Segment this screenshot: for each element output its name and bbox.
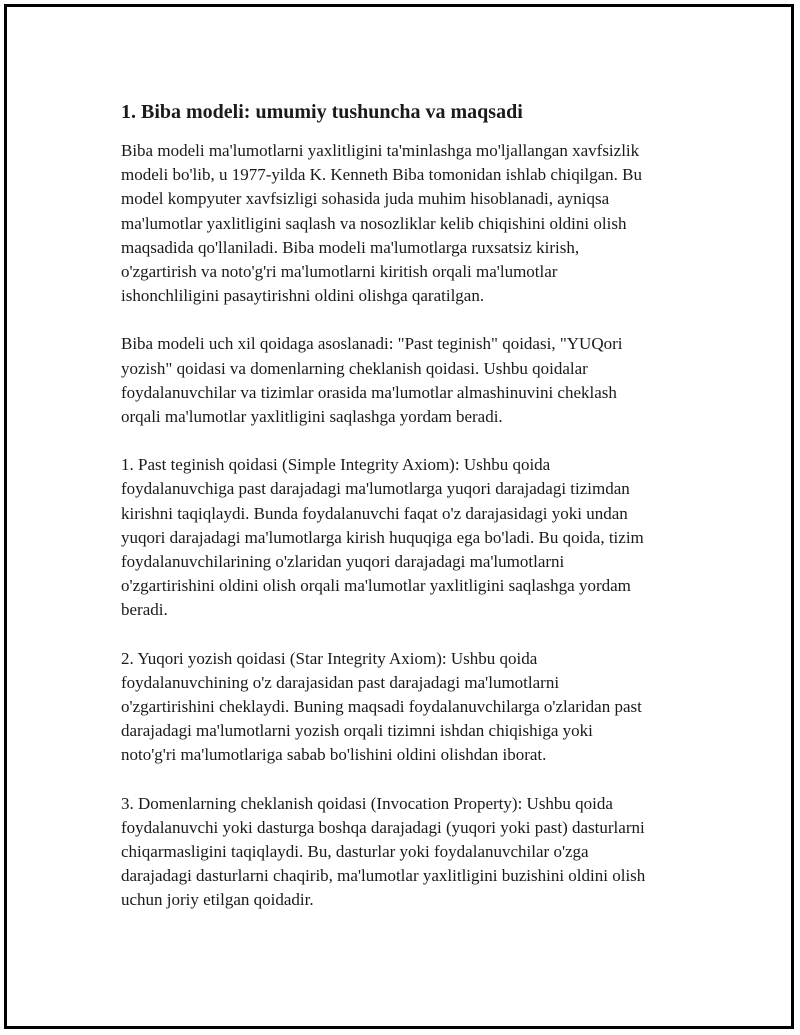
paragraph-rule-1: 1. Past teginish qoidasi (Simple Integrity Axiom): Ushbu qoida foydalanuvchiga past darajadagi ma'lumotlarga yuqori darajadagi tizimdan kirishni taqiqlaydi. Bunda foydalanuvchi faqat o'z darajasidagi yoki undan yuqori darajadagi ma'lumotlarga kirish huquqiga ega bo'ladi. Bu qoida, tizim foydalanuvchilarining o'zlaridan yuqori darajadagi ma'lumotlarni o'zgartirishini oldini olish orqali ma'lumotlar yaxlitligini saqlashga yordam beradi. [121, 455, 644, 620]
paragraph-rule-2: 2. Yuqori yozish qoidasi (Star Integrity Axiom): Ushbu qoida foydalanuvchining o'z darajasidan past darajadagi ma'lumotlarni o'zgartirishini cheklaydi. Buning maqsadi foydalanuvchilarga o'zlaridan past darajadagi ma'lumotlarni yozish orqali tizimni ishdan chiqishiga yoki noto'g'ri ma'lumotlariga sabab bo'lishini oldini olishdan iborat. [121, 648, 642, 765]
document-body [121, 97, 701, 937]
page-frame [4, 4, 794, 1029]
document-title: 1. Biba modeli: umumiy tushuncha va maqsadi [121, 101, 523, 123]
paragraph-rule-3: 3. Domenlarning cheklanish qoidasi (Invocation Property): Ushbu qoida foydalanuvchi yoki dasturga boshqa darajadagi (yuqori yoki past) dasturlarni chiqarmasligini taqiqlaydi. Bu, dasturlar yoki foydalanuvchilar o'zga darajadagi dasturlarni chaqirib, ma'lumotlar yaxlitligini buzishini oldini olish uchun joriy etilgan qoidadir. [121, 793, 646, 910]
paragraph-intro: Biba modeli ma'lumotlarni yaxlitligini ta'minlashga mo'ljallangan xavfsizlik modeli bo'lib, u 1977-yilda K. Kenneth Biba tomonidan ishlab chiqilgan. Bu model kompyuter xavfsizligi sohasida juda muhim hisoblanadi, ayniqsa ma'lumotlar yaxlitligini saqlash va nosozliklar kelib chiqishini oldini olish maqsadida qo'llaniladi. Biba modeli ma'lumotlarga ruxsatsiz kirish, o'zgartirish va noto'g'ri ma'lumotlarni kiritish orqali ma'lumotlar ishonchliligini pasaytirishni oldini olishga qaratilgan. [121, 141, 643, 306]
paragraph-rules-overview: Biba modeli uch xil qoidaga asoslanadi: "Past teginish" qoidasi, "YUQori yozish" qoidasi va domenlarning cheklanish qoidasi. Ushbu qoidalar foydalanuvchilar va tizimlar orasida ma'lumotlar almashinuvini cheklash orqali ma'lumotlar yaxlitligini saqlashga yordam beradi. [121, 334, 623, 427]
